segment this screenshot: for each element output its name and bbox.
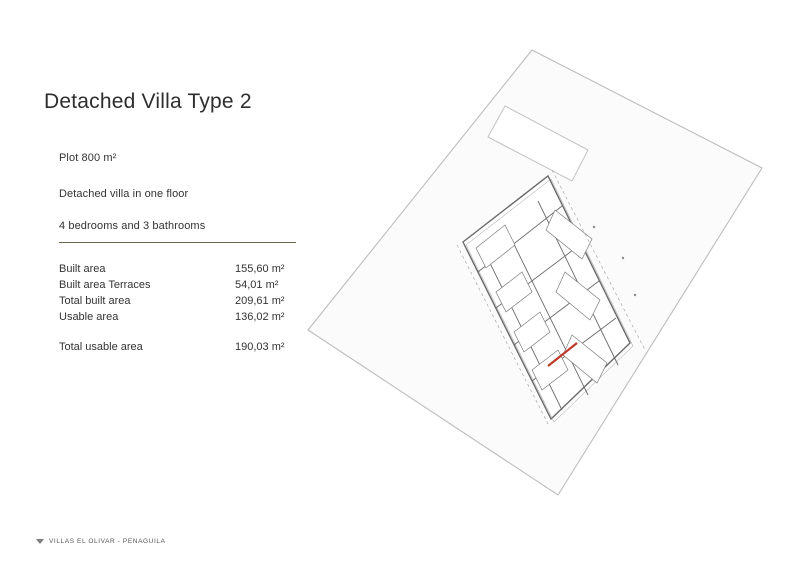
floor-plan-drawing <box>300 40 770 520</box>
spec-type: Detached villa in one floor <box>59 188 189 200</box>
triangle-logo-icon <box>36 539 44 544</box>
area-value: 155,60 m² <box>235 263 285 275</box>
area-label: Built area Terraces <box>59 279 151 291</box>
area-value: 136,02 m² <box>235 311 285 323</box>
area-value: 209,61 m² <box>235 295 285 307</box>
spec-rooms: 4 bedrooms and 3 bathrooms <box>59 220 206 232</box>
spec-plot: Plot 800 m² <box>59 152 117 164</box>
total-label: Total usable area <box>59 341 143 353</box>
divider <box>59 242 296 243</box>
area-label: Total built area <box>59 295 131 307</box>
page-title: Detached Villa Type 2 <box>44 90 252 113</box>
area-label: Built area <box>59 263 106 275</box>
footer-text: VILLAS EL OLIVAR - PENAGUILA <box>49 538 166 545</box>
area-value: 54,01 m² <box>235 279 279 291</box>
footer <box>36 538 166 545</box>
area-label: Usable area <box>59 311 119 323</box>
total-value: 190,03 m² <box>235 341 285 353</box>
